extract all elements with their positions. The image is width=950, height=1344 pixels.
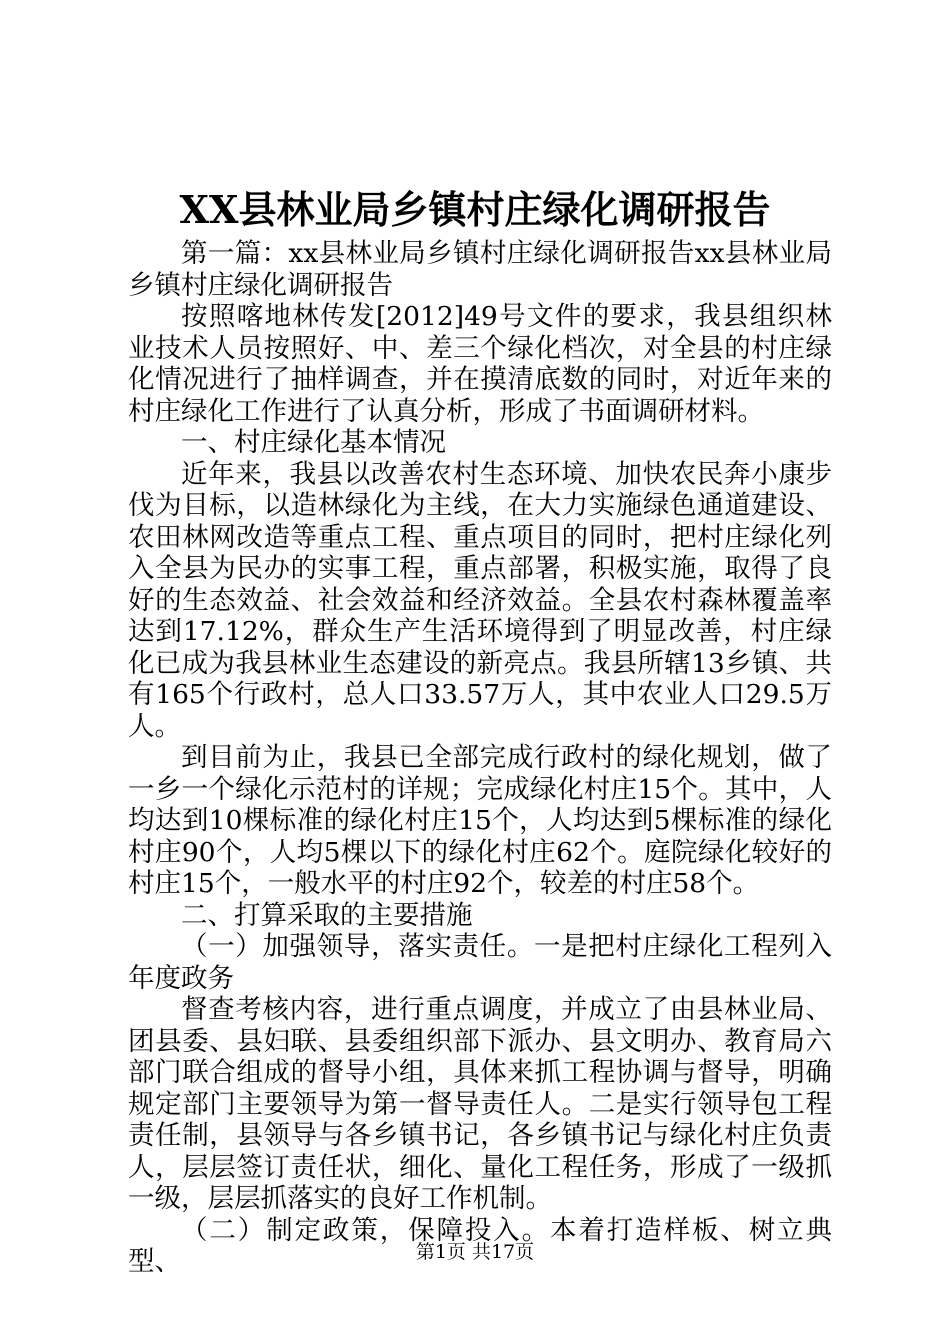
document-body bbox=[128, 238, 832, 1278]
paragraph: （一）加强领导，落实责任。一是把村庄绿化工程列入年度政务 bbox=[128, 931, 832, 994]
paragraph: 按照喀地林传发[2012]49号文件的要求，我县组织林业技术人员按照好、中、差三个绿化档次，对全县的村庄绿化情况进行了抽样调查，并在摸清底数的同时，对近年来的村庄绿化工作进行了认真分析，形成了书面调研材料。 bbox=[128, 301, 832, 427]
section-heading: 二、打算采取的主要措施 bbox=[181, 899, 473, 931]
page-footer: 第1页 共17页 bbox=[415, 1241, 535, 1263]
paragraph: 第一篇：xx县林业局乡镇村庄绿化调研报告xx县林业局乡镇村庄绿化调研报告 bbox=[128, 238, 832, 301]
document-title: XX县林业局乡镇村庄绿化调研报告 bbox=[179, 187, 771, 232]
paragraph: 督查考核内容，进行重点调度，并成立了由县林业局、团县委、县妇联、县委组织部下派办、县文明办、教育局六部门联合组成的督导小组，具体来抓工程协调与督导，明确规定部门主要领导为第一督导责任人。二是实行领导包工程责任制，县领导与各乡镇书记，各乡镇书记与绿化村庄负责人，层层签订责任状，细化、量化工程任务，形成了一级抓一级，层层抓落实的良好工作机制。 bbox=[128, 994, 832, 1214]
section-heading: 一、村庄绿化基本情况 bbox=[181, 427, 446, 458]
paragraph: （二）制定政策，保障投入。本着打造样板、树立典型、 bbox=[128, 1214, 832, 1277]
paragraph: 到目前为止，我县已全部完成行政村的绿化规划，做了一乡一个绿化示范村的详规；完成绿化村庄15个。其中，人均达到10棵标准的绿化村庄15个，人均达到5棵标准的绿化村庄90个，人均5棵以下的绿化村庄62个。庭院绿化较好的村庄15个，一般水平的村庄92个，较差的村庄58个。 bbox=[128, 742, 832, 899]
paragraph: 近年来，我县以改善农村生态环境、加快农民奔小康步伐为目标，以造林绿化为主线，在大力实施绿色通道建设、农田林网改造等重点工程、重点项目的同时，把村庄绿化列入全县为民办的实事工程，重点部署，积极实施，取得了良好的生态效益、社会效益和经济效益。全县农村森林覆盖率达到17.12%，群众生产生活环境得到了明显改善，村庄绿化已成为我县林业生态建设的新亮点。我县所辖13乡镇、共有165个行政村，总人口33.57万人，其中农业人口29.5万人。 bbox=[128, 458, 832, 742]
